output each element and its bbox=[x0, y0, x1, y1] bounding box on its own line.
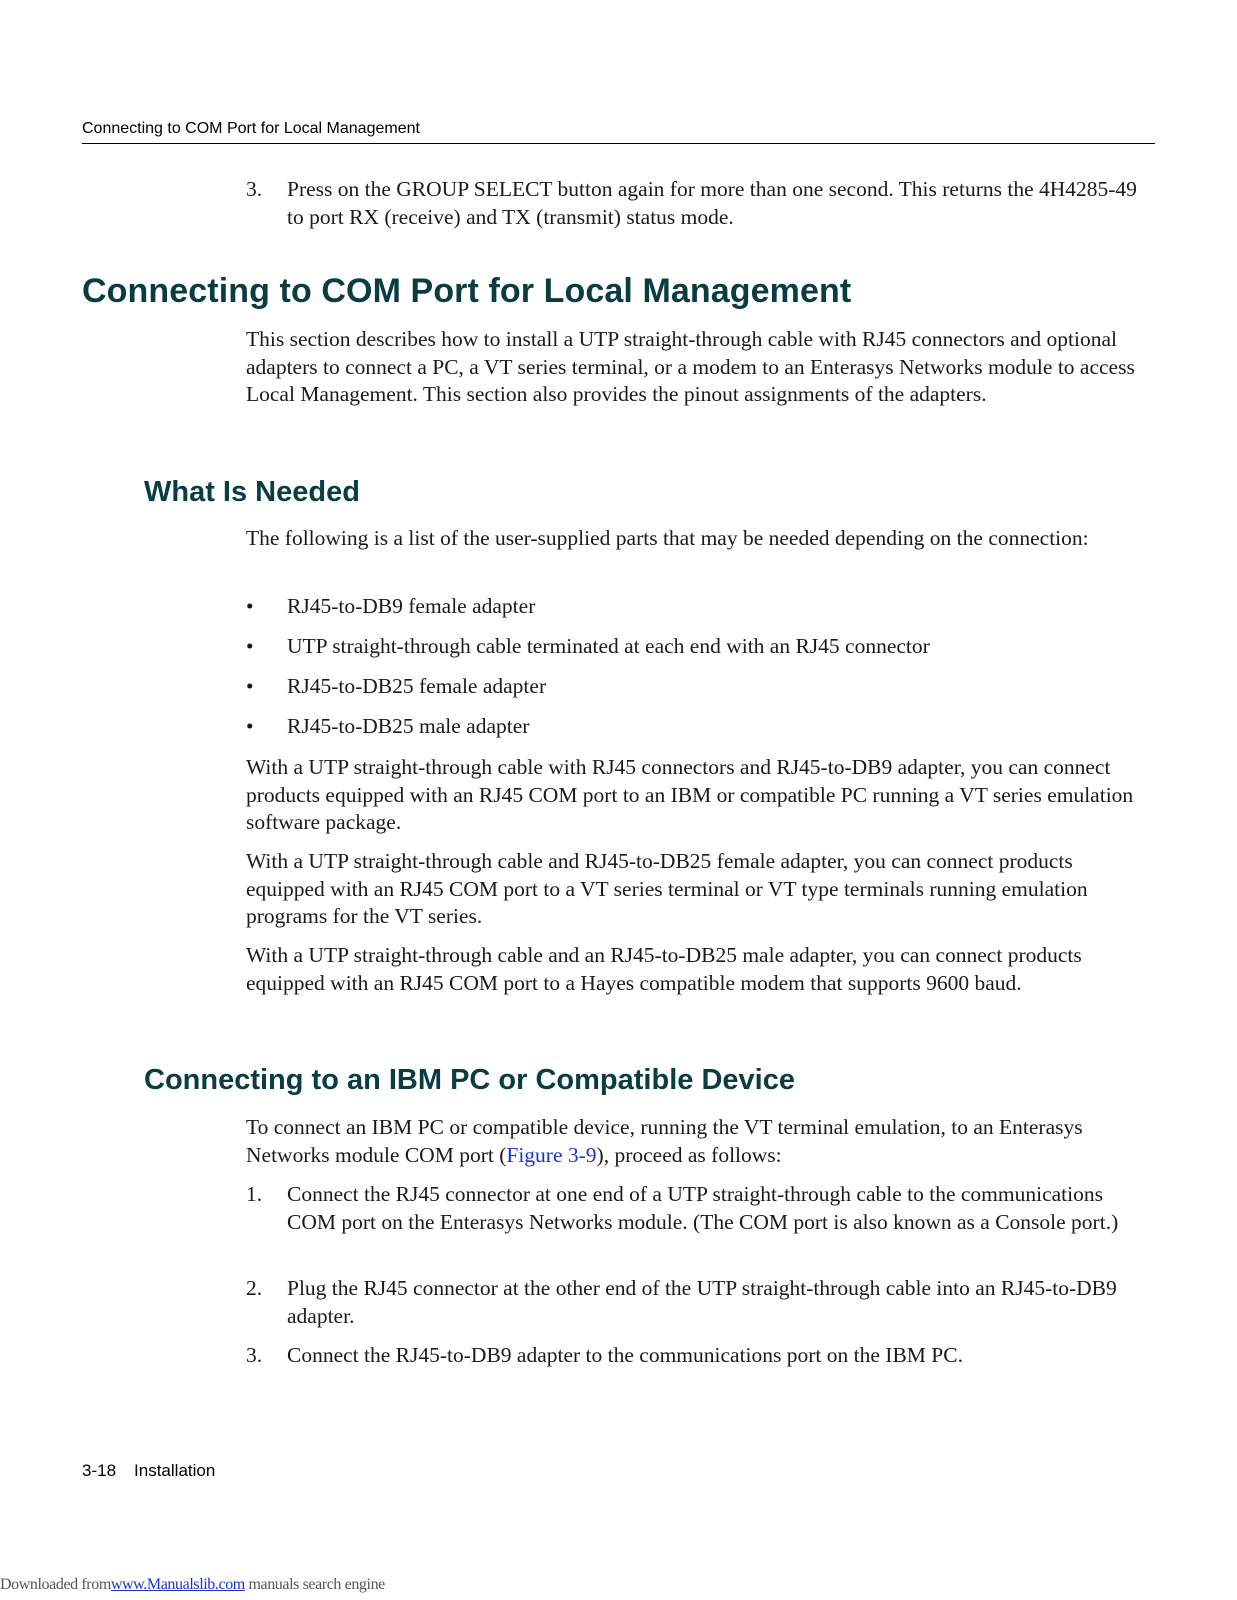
step-number: 1. bbox=[246, 1182, 263, 1206]
step-item bbox=[246, 1275, 1151, 1330]
list-item: • RJ45-to-DB9 female adapter bbox=[246, 593, 1151, 621]
step-number: 3. bbox=[246, 177, 263, 201]
what-is-needed-intro: The following is a list of the user-supplied parts that may be needed depending on the connection: bbox=[246, 526, 1089, 550]
bullet-icon: • bbox=[246, 594, 254, 618]
list-item: • RJ45-to-DB25 female adapter bbox=[246, 673, 1151, 701]
page-footer bbox=[82, 1461, 215, 1481]
figure-link[interactable]: Figure 3-9 bbox=[506, 1142, 597, 1167]
step-number: 3. bbox=[246, 1343, 263, 1367]
paragraph: With a UTP straight-through cable and an RJ45-to-DB25 male adapter, you can connect products equipped with an RJ45 COM port to a Hayes compatible modem that supports 9600 baud. bbox=[246, 943, 1082, 995]
step-number: 2. bbox=[246, 1276, 263, 1300]
what-is-needed-heading: What Is Needed bbox=[144, 476, 360, 508]
bullet-icon: • bbox=[246, 634, 254, 658]
step-text: Press on the GROUP SELECT button again for more than one second. This returns the 4H4285-49 to port RX (receive) and TX (transmit) status mode. bbox=[287, 177, 1137, 229]
ibm-pc-heading: Connecting to an IBM PC or Compatible Device bbox=[144, 1064, 795, 1096]
step-text: Plug the RJ45 connector at the other end of the UTP straight-through cable into an RJ45-to-DB9 adapter. bbox=[287, 1276, 1117, 1328]
manualslib-link[interactable]: www.Manualslib.com bbox=[110, 1576, 245, 1593]
bullet-icon: • bbox=[246, 674, 254, 698]
paragraph: With a UTP straight-through cable and RJ45-to-DB25 female adapter, you can connect products equipped with an RJ45 COM port to a VT series terminal or VT type terminals running emulation programs for the VT series. bbox=[246, 849, 1088, 928]
running-header: Connecting to COM Port for Local Management bbox=[82, 120, 420, 137]
chapter-name: Installation bbox=[134, 1461, 216, 1480]
bullet-icon: • bbox=[246, 714, 254, 738]
ibm-pc-intro: To connect an IBM PC or compatible device, running the VT terminal emulation, to an Enterasys Networks module COM port (Figure 3-9), proceed as follows: bbox=[246, 1115, 1083, 1167]
section-title: Connecting to COM Port for Local Management bbox=[82, 272, 852, 310]
step-item bbox=[246, 1342, 1151, 1370]
download-banner: Downloaded fromwww.Manualslib.com manuals search engine bbox=[0, 1576, 385, 1593]
list-item: • RJ45-to-DB25 male adapter bbox=[246, 713, 1151, 741]
header-rule bbox=[82, 143, 1155, 144]
page-number: 3-18 bbox=[82, 1461, 117, 1480]
list-item: • UTP straight-through cable terminated at each end with an RJ45 connector bbox=[246, 633, 1151, 661]
step-text: Connect the RJ45 connector at one end of a UTP straight-through cable to the communications COM port on the Enterasys Networks module. (The COM port is also known as a Console port.) bbox=[287, 1182, 1119, 1234]
paragraph: With a UTP straight-through cable with RJ45 connectors and RJ45-to-DB9 adapter, you can connect products equipped with an RJ45 COM port to an IBM or compatible PC running a VT series emulation software package. bbox=[246, 755, 1134, 834]
step-text: Connect the RJ45-to-DB9 adapter to the communications port on the IBM PC. bbox=[287, 1343, 963, 1367]
section-intro: This section describes how to install a UTP straight-through cable with RJ45 connectors and optional adapters to connect a PC, a VT series terminal, or a modem to an Enterasys Networks module to access Local Management. This section also provides the pinout assignments of the adapters. bbox=[246, 327, 1135, 406]
step-item bbox=[246, 1181, 1151, 1236]
intro-step bbox=[246, 176, 1151, 231]
